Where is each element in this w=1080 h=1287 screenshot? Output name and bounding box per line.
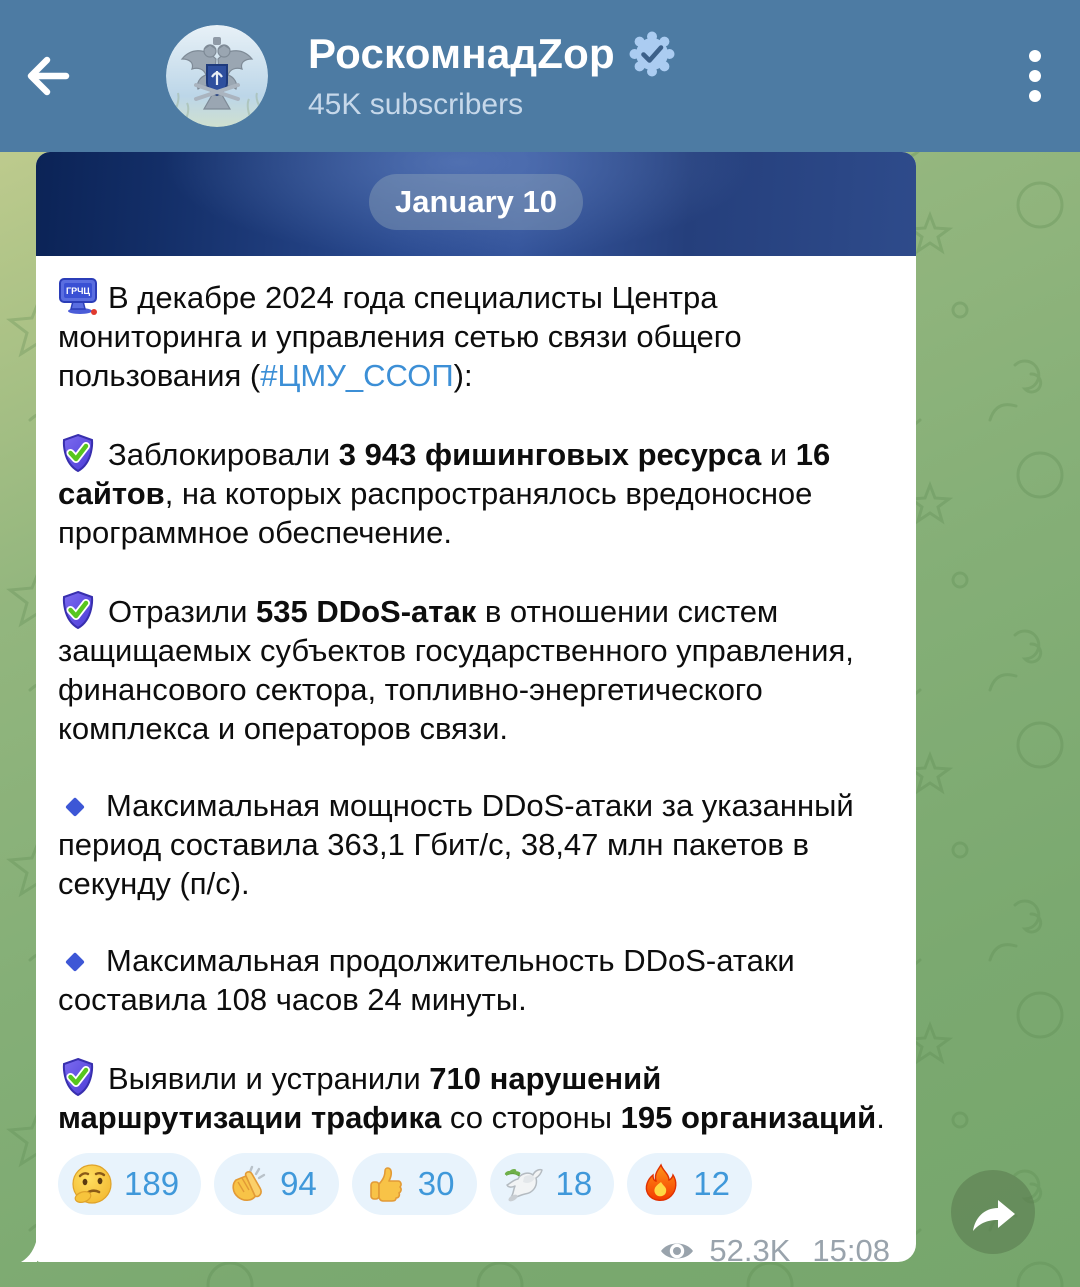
roskomnadzor-emblem-icon [166,25,268,127]
channel-avatar[interactable] [166,25,268,127]
reaction-count: 30 [417,1165,455,1202]
reaction-fire[interactable] [627,1153,752,1215]
views-eye-icon [659,1238,695,1264]
message-meta [36,1215,916,1269]
bold-stat: 3 943 фишинговых ресурса [338,437,762,472]
thinking-face-icon [70,1162,114,1206]
text-segment: , на которых распространялось вредоносное программное обеспечение. [58,476,813,550]
reaction-thinking[interactable] [58,1153,201,1215]
reaction-count: 94 [280,1165,317,1202]
bubble-tail [21,1238,37,1262]
date-chip[interactable]: January 10 [369,174,583,230]
bold-stat: 535 DDoS-атак [256,594,477,629]
reaction-count: 18 [555,1165,593,1202]
verified-badge-icon [629,31,675,77]
forward-arrow-icon [970,1191,1016,1233]
reactions-row [36,1137,916,1215]
bold-stat: 16 сайтов [58,437,831,511]
dove-icon [502,1162,546,1206]
text-segment: Выявили и устранили [108,1061,430,1096]
text-segment: . [876,1100,885,1135]
message-photo[interactable] [36,152,916,256]
bold-stat: 195 организаций [620,1100,877,1135]
reaction-thumbs-up[interactable] [352,1153,477,1215]
reaction-count: 12 [693,1165,730,1202]
shield-check-emoji-icon [58,433,98,473]
channel-header [0,0,1080,152]
paragraph-routing [58,1057,894,1137]
message-time: 15:08 [812,1233,890,1268]
channel-info[interactable] [308,30,990,122]
shield-check-emoji-icon [58,1057,98,1097]
thumbs-up-icon [364,1162,408,1206]
text-segment: Максимальная мощность DDoS-атаки за указанный период составила 363,1 Гбит/с, 38,47 млн пакетов в секунду (п/с). [58,788,854,901]
menu-button[interactable] [990,0,1080,152]
channel-message-bubble [36,152,916,1268]
text-segment: ): [453,358,473,393]
reaction-dove[interactable] [490,1153,615,1215]
clapping-hands-icon [226,1162,270,1206]
fire-icon [639,1162,683,1206]
text-segment: Максимальная продолжительность DDoS-атаки составила 108 часов 24 минуты. [58,943,795,1017]
reaction-clap[interactable] [214,1153,339,1215]
view-count: 52.3K [709,1233,791,1268]
text-segment: Заблокировали [108,437,339,472]
back-button[interactable] [0,0,96,152]
text-segment: Отразили [108,594,256,629]
text-segment: со стороны [441,1100,621,1135]
blue-diamond-bullet-icon [65,952,85,972]
shield-check-emoji-icon [58,590,98,630]
bullet-max-power [58,786,894,903]
paragraph-intro [58,276,894,395]
channel-title: РоскомнадZор [308,30,615,77]
kebab-menu-icon [1028,49,1042,103]
bullet-max-duration [58,941,894,1019]
paragraph-blocked [58,433,894,552]
subscriber-count: 45K subscribers [308,88,524,121]
text-segment: в отношении систем защищаемых субъектов государственного управления, финансового сектора, топливно-энергетического комплекса и операторов связи. [58,594,854,746]
bold-stat: 710 нарушений маршрутизации трафика [58,1061,662,1135]
message-text [36,256,916,1137]
paragraph-ddos [58,590,894,748]
arrow-left-icon [19,47,77,105]
svg-text:ГРЧЦ: ГРЧЦ [65,286,91,296]
share-button[interactable] [951,1170,1035,1254]
grchc-monitor-emoji-icon [58,276,98,316]
reaction-count: 189 [124,1165,180,1202]
hashtag-link[interactable]: #ЦМУ_ССОП [260,358,454,393]
text-segment: В декабре 2024 года специалисты Центра мониторинга и управления сетью связи общего пользования ( [58,280,742,393]
blue-diamond-bullet-icon [65,797,85,817]
text-segment: и [761,437,796,472]
